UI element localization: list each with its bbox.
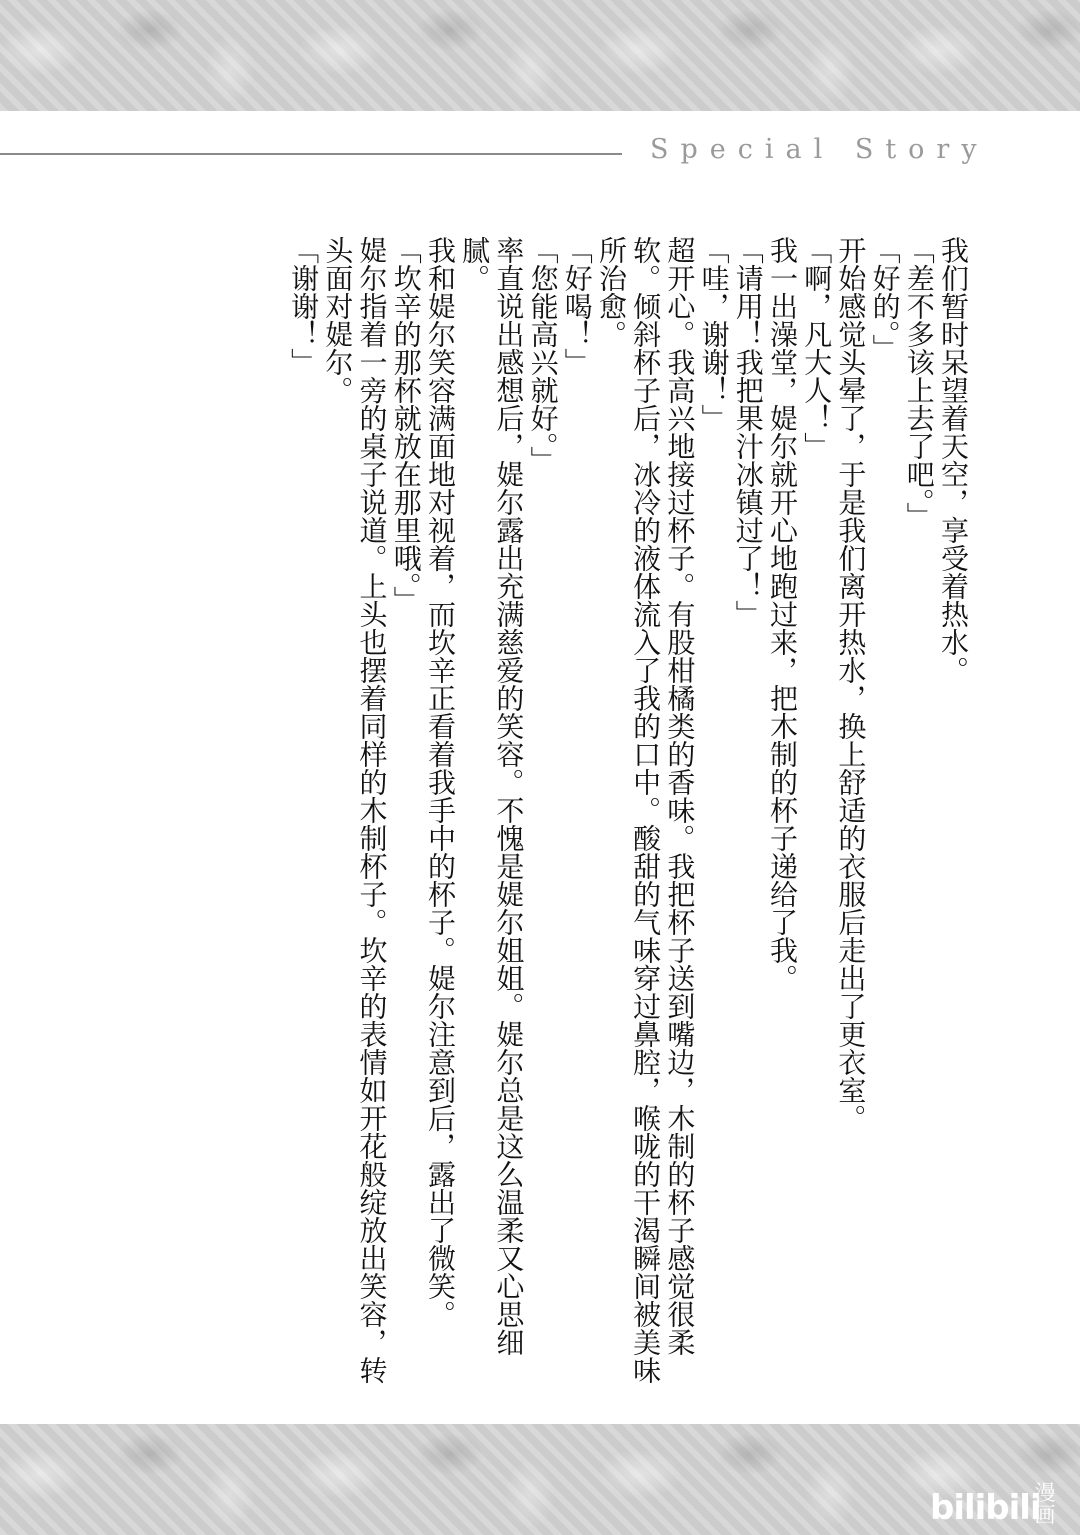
paragraph: 我们暂时呆望着天空，享受着热水。: [937, 236, 970, 684]
paragraph: 「差不多该上去了吧。」: [902, 236, 936, 530]
paragraph: 「好的。」: [868, 236, 902, 362]
paragraph: 媞尔指着一旁的桌子说道。上头也摆着同样的木制杯子。坎辛的表情如开花般绽放出笑容，转头面对媞尔。: [321, 236, 389, 1384]
paragraph: 「好喝！」: [560, 236, 594, 376]
bilibili-logo: bilibili: [930, 1488, 1041, 1528]
top-decorative-band: [0, 0, 1080, 111]
manga-label: 漫画: [1034, 1481, 1056, 1527]
paragraph: 「谢谢！」: [287, 236, 321, 376]
paragraph: 率直说出感想后，媞尔露出充满慈爱的笑容。不愧是媞尔姐姐。媞尔总是这么温柔又心思细腻。: [458, 236, 526, 1356]
header-rule: [0, 153, 622, 155]
paragraph: 开始感觉头晕了，于是我们离开热水，换上舒适的衣服后走出了更衣室。: [834, 236, 868, 1132]
vertical-text-body: [150, 236, 970, 1396]
paragraph: 「您能高兴就好。」: [526, 236, 560, 474]
paragraph: 「坎辛的那杯就放在那里哦。」: [389, 236, 423, 614]
paragraph: 超开心。我高兴地接过杯子。有股柑橘类的香味。我把杯子送到嘴边，木制的杯子感觉很柔软。倾斜杯子后，冰冷的液体流入了我的口中。酸甜的气味穿过鼻腔，喉咙的干渴瞬间被美味所治愈。: [594, 236, 697, 1384]
paragraph: 「哇，谢谢！」: [697, 236, 731, 432]
paragraph: 「啊，凡大人！」: [800, 236, 834, 460]
paragraph: 我一出澡堂，媞尔就开心地跑过来，把木制的杯子递给了我。: [765, 236, 799, 992]
paragraph: 我和媞尔笑容满面地对视着，而坎辛正看着我手中的杯子。媞尔注意到后，露出了微笑。: [423, 236, 457, 1328]
paragraph: 「请用！我把果汁冰镇过了！」: [731, 236, 765, 628]
page-header-title: Special Story: [650, 134, 989, 165]
bottom-decorative-band: [0, 1424, 1080, 1535]
